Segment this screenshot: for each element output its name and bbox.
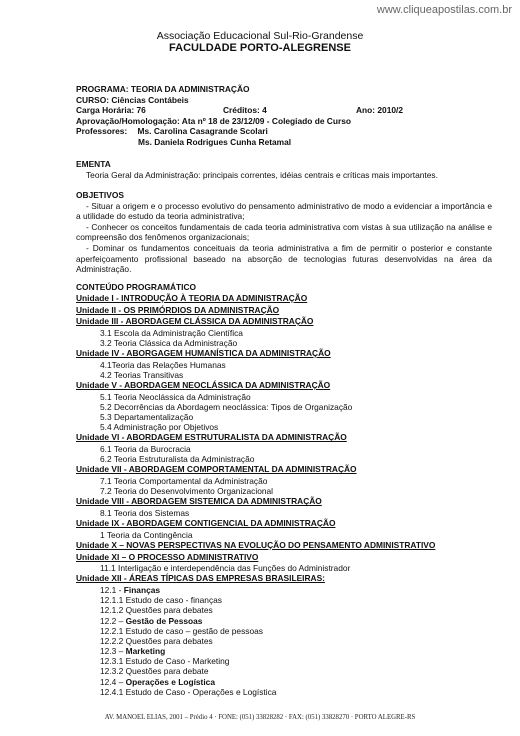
subtopic-item: 12.2.2 Questões para debates <box>100 635 213 646</box>
subtopic-item: 12.2.1 Estudo de caso – gestão de pessoas <box>100 625 263 636</box>
subtopic-item: 6.1 Teoria da Burocracia <box>100 444 191 455</box>
subtopic-item: 5.4 Administração por Objetivos <box>100 422 219 433</box>
unit-heading: Unidade III - ABORDAGEM CLÁSSICA DA ADMINISTRAÇÃO <box>76 316 314 327</box>
credits: Créditos: 4 <box>223 105 267 116</box>
unit-heading: Unidade V - ABORDAGEM NEOCLÁSSICA DA ADMINISTRAÇÃO <box>76 380 331 391</box>
subtopic-item: 12.3.1 Estudo de Caso - Marketing <box>100 656 230 667</box>
objetivo-1: - Situar a origem e o processo evolutivo do pensamento administrativo de modo a evidenciar a importância e a utilidade do estudo da teoria administrativa; <box>76 200 492 222</box>
unit-heading: Unidade X – NOVAS PERSPECTIVAS NA EVOLUÇÃO DO PENSAMENTO ADMINISTRATIVO <box>76 539 436 550</box>
watermark-url[interactable]: www.cliqueapostilas.com.br <box>376 4 512 16</box>
objetivo-3: - Dominar os fundamentos conceituais da teoria administrativa a fim de permitir o posterior e constante aperfeiçoamento profissional baseado na absorção de tecnologias futuras desenvolvidas na área da Administração. <box>76 242 492 275</box>
subtopic-label: Operações e Logística <box>125 676 215 687</box>
subtopic-item: 4.1Teoria das Relações Humanas <box>100 359 226 370</box>
workload-row <box>76 105 492 116</box>
unit-heading: Unidade VI - ABORDAGEM ESTRUTURALISTA DA ADMINISTRAÇÃO <box>76 432 347 443</box>
objetivo-2: - Conhecer os conceitos fundamentais de cada teoria administrativa com vistas à sua utilização na análise e compreensão dos fenômenos organizacionais; <box>76 221 492 243</box>
subtopic-heading <box>76 616 492 626</box>
subtopic-number: 12.2 – <box>100 615 126 626</box>
subtopic-number: 12.3 – <box>100 646 126 657</box>
footer-address: AV. MANOEL ELIAS, 2001 – Prédio 4 · FONE: (051) 33828282 · FAX: (051) 33828270 · PORTO ALEGRE-RS <box>104 714 416 721</box>
subtopic-item: 12.3.2 Questões para debate <box>100 666 209 677</box>
unit-heading: Unidade XII - ÁREAS TÍPICAS DAS EMPRESAS BRASILEIRAS: <box>76 573 325 584</box>
professor-row-1 <box>76 126 492 137</box>
unit-heading: Unidade VIII - ABORDAGEM SISTEMICA DA ADMINISTRAÇÃO <box>76 496 322 507</box>
unit-heading: Unidade IV - ABORGAGEM HUMANÍSTICA DA ADMINISTRAÇÃO <box>76 348 331 359</box>
year: Ano: 2010/2 <box>356 105 404 116</box>
conteudo-title: CONTEÚDO PROGRAMÁTICO <box>76 282 197 292</box>
conteudo-list <box>76 293 492 697</box>
ementa-section <box>76 159 492 180</box>
faculty-name: FACULDADE PORTO-ALEGRENSE <box>169 42 351 54</box>
subtopic-number: 12.4 – <box>100 676 126 687</box>
subtopic-item: 12.1.1 Estudo de caso - finanças <box>100 595 222 606</box>
subtopic-heading <box>76 585 492 595</box>
workload: Carga Horária: 76 <box>76 105 146 116</box>
subtopic-item: 12.1.2 Questões para debates <box>100 605 213 616</box>
subtopic-item: 11.1 Interligação e interdependência das Funções do Administrador <box>100 563 351 574</box>
subtopic-heading <box>76 646 492 656</box>
subtopic-item: 5.2 Decorrências da Abordagem neoclássica: Tipos de Organização <box>100 401 353 412</box>
subtopic-item: 12.4.1 Estudo de Caso - Operações e Logística <box>100 686 277 697</box>
institution-name: Associação Educacional Sul-Rio-Grandense <box>156 30 364 42</box>
subtopic-label: Finanças <box>123 584 161 595</box>
unit-heading: Unidade VII - ABORDAGEM COMPORTAMENTAL DA ADMINISTRAÇÃO <box>76 464 357 475</box>
subtopic-number: 12.1 - <box>100 584 124 595</box>
approval: Aprovação/Homologação: Ata nº 18 de 23/12/09 - Colegiado de Curso <box>76 115 352 126</box>
professors-label: Professores: <box>76 126 128 137</box>
subtopic-item: 5.1 Teoria Neoclássica da Administração <box>100 391 251 402</box>
subtopic-item: 5.3 Departamentalização <box>100 412 194 423</box>
unit-heading: Unidade IX - ABORDAGEM CONTIGENCIAL DA ADMINISTRAÇÃO <box>76 518 336 529</box>
subtopic-item: 3.1 Escola da Administração Científica <box>100 327 243 338</box>
conteudo-section <box>76 282 492 697</box>
subtopic-item: 1 Teoria da Contingência <box>100 529 193 540</box>
professor-1: Ms. Carolina Casagrande Scolari <box>137 126 268 137</box>
course-name: CURSO: Ciências Contábeis <box>76 94 189 105</box>
objetivos-title: OBJETIVOS <box>76 190 124 200</box>
unit-heading: Unidade XI – O PROCESSO ADMINISTRATIVO <box>76 551 259 562</box>
subtopic-item: 6.2 Teoria Estruturalista da Administração <box>100 454 255 465</box>
subtopic-item: 8.1 Teoria dos Sistemas <box>100 508 190 518</box>
program-info <box>76 84 492 148</box>
ementa-text: Teoria Geral da Administração: principais correntes, idéias centrais e críticas mais importantes. <box>86 169 438 180</box>
ementa-title: EMENTA <box>76 159 111 169</box>
subtopic-label: Gestão de Pessoas <box>125 615 203 626</box>
objetivos-section <box>76 190 492 275</box>
subtopic-label: Marketing <box>125 646 166 657</box>
subtopic-item: 3.2 Teoria Clássica da Administração <box>100 337 238 348</box>
subtopic-item: 4.2 Teorias Transitivas <box>100 369 184 380</box>
program-title: PROGRAMA: TEORIA DA ADMINISTRAÇÃO <box>76 84 250 94</box>
subtopic-item: 7.1 Teoria Comportamental da Administração <box>100 476 268 487</box>
subtopic-heading <box>76 677 492 687</box>
unit-heading: Unidade I - INTRODUÇÃO À TEORIA DA ADMINISTRAÇÃO <box>76 293 308 303</box>
subtopic-item: 7.2 Teoria do Desenvolvimento Organizacional <box>100 486 274 497</box>
professor-2: Ms. Daniela Rodrigues Cunha Retamal <box>138 136 292 147</box>
unit-heading: Unidade II - OS PRIMÓRDIOS DA ADMINISTRAÇÃO <box>76 304 280 315</box>
